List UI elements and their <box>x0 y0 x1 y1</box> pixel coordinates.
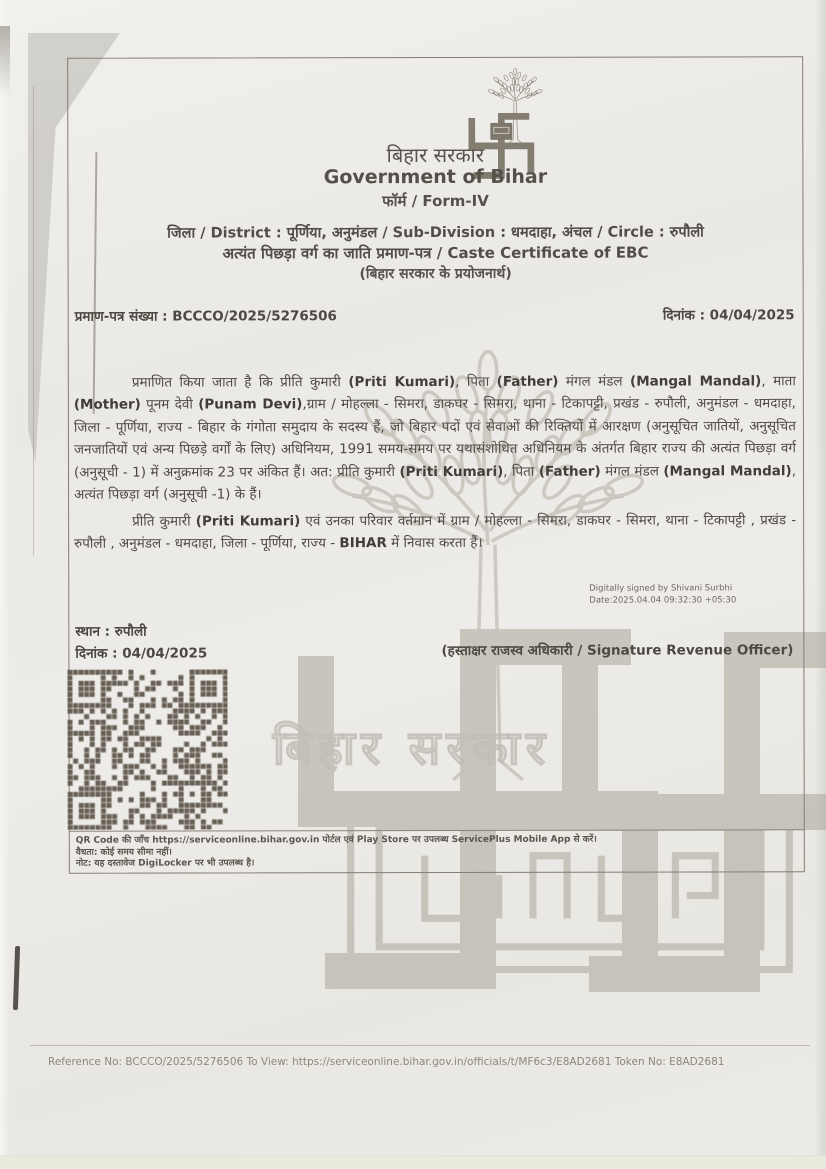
government-title-english: Government of Bihar <box>323 165 548 189</box>
certificate-paragraph-2: प्रीति कुमारी (Priti Kumari) एवं उनका परिवार वर्तमान में ग्राम / मोहल्ला - सिमरा, डाकघर - सिमरा, थाना - टिकापट्टी , प्रखंड - रुपौली , अनुमंडल - धमदाहा, जिला - पूर्णिया, राज्य - BIHAR में निवास करता हैं। <box>74 512 797 553</box>
scan-edge-left <box>0 0 10 1169</box>
digital-signature-line1: Digitally signed by Shivani Surbhi <box>589 583 733 594</box>
digital-signature-line2: Date:2025.04.04 09:32:30 +05:30 <box>589 595 737 606</box>
certificate-meta-row <box>75 305 795 325</box>
signature-caption: (हस्ताक्षर राजस्व अधिकारी / Signature Revenue Officer) <box>441 642 794 659</box>
place-label: स्थान : रुपौली <box>75 623 147 640</box>
scan-bottom-band <box>0 1155 826 1169</box>
issue-date: दिनांक : 04/04/2025 <box>662 307 795 324</box>
footer-reference-line: Reference No: BCCCO/2025/5276506 To View: https://serviceonline.bihar.gov.in/officials/t/MF6c3/E8AD2681 Token No: E8AD2681 <box>48 1056 725 1068</box>
emblem-plaque-icon <box>490 123 512 140</box>
qr-code <box>63 667 227 829</box>
bihar-emblem-icon <box>458 63 544 145</box>
qr-note-line3: नोट: यह दस्तावेज DigiLocker पर भी उपलब्ध है। <box>75 858 255 869</box>
government-title-hindi: बिहार सरकार <box>386 142 485 168</box>
form-number-line: फॉर्म / Form-IV <box>382 191 489 211</box>
scan-artifact-top <box>0 26 10 96</box>
certificate-body <box>67 56 805 874</box>
qr-note-line2: वैधता: कोई समय सीमा नहीं। <box>75 847 172 858</box>
place-date-block <box>75 620 207 664</box>
paper-fold-line <box>33 86 34 556</box>
digital-signature-block <box>589 582 781 606</box>
inner-separator-line <box>70 829 804 832</box>
qr-note-line1: QR Code की जाँच https://serviceonline.bihar.gov.in पोर्टल एवं Play Store पर उपलब्ध ServicePlus Mobile App से करें। <box>75 834 597 846</box>
purpose-line: (बिहार सरकार के प्रयोजनार्थ) <box>359 265 512 283</box>
watermark-text: बिहार सरकार <box>272 721 552 776</box>
date-label: दिनांक : 04/04/2025 <box>75 645 208 662</box>
certificate-title: अत्यंत पिछड़ा वर्ग का जाति प्रमाण-पत्र / Caste Certificate of EBC <box>222 243 649 263</box>
district-subdivision-circle-line: जिला / District : पूर्णिया, अनुमंडल / Sub-Division : धमदाहा, अंचल / Circle : रुपौली <box>167 224 704 242</box>
certificate-paragraph-1: प्रमाणित किया जाता है कि प्रीति कुमारी (Priti Kumari), पिता (Father) मंगल मंडल (Mangal Mandal), माता (Mother) पूनम देवी (Punam Devi),ग्राम / मोहल्ला - सिमरा, डाकघर - सिमरा, थाना - टिकापट्टी, प्रखंड - रुपौली, अनुमंडल - धमदाहा, जिला - पूर्णिया, राज्य - बिहार के गंगोता समुदाय के सदस्य हैं, जो बिहार पदों एवं सेवाओं की रिक्तियों में आरक्षण (अनुसूचित जातियों, अनुसूचित जनजातियों एवं अन्य पिछड़े वर्गों के लिए) अधिनियम, 1991 समय-समय पर यथासंशोधित अधिनियम के अंतर्गत बिहार राज्य की अत्यंत पिछड़ा वर्ग (अनुसूची - 1) में अनुक्रमांक 23 पर अंकित हैं। अत: प्रीति कुमारी (Priti Kumari), पिता (Father) मंगल मंडल (Mangal Mandal), अत्यंत पिछड़ा वर्ग (अनुसूची -1) के हैं। <box>73 373 797 503</box>
certificate-number: प्रमाण-पत्र संख्या : BCCCO/2025/5276506 <box>74 308 337 325</box>
